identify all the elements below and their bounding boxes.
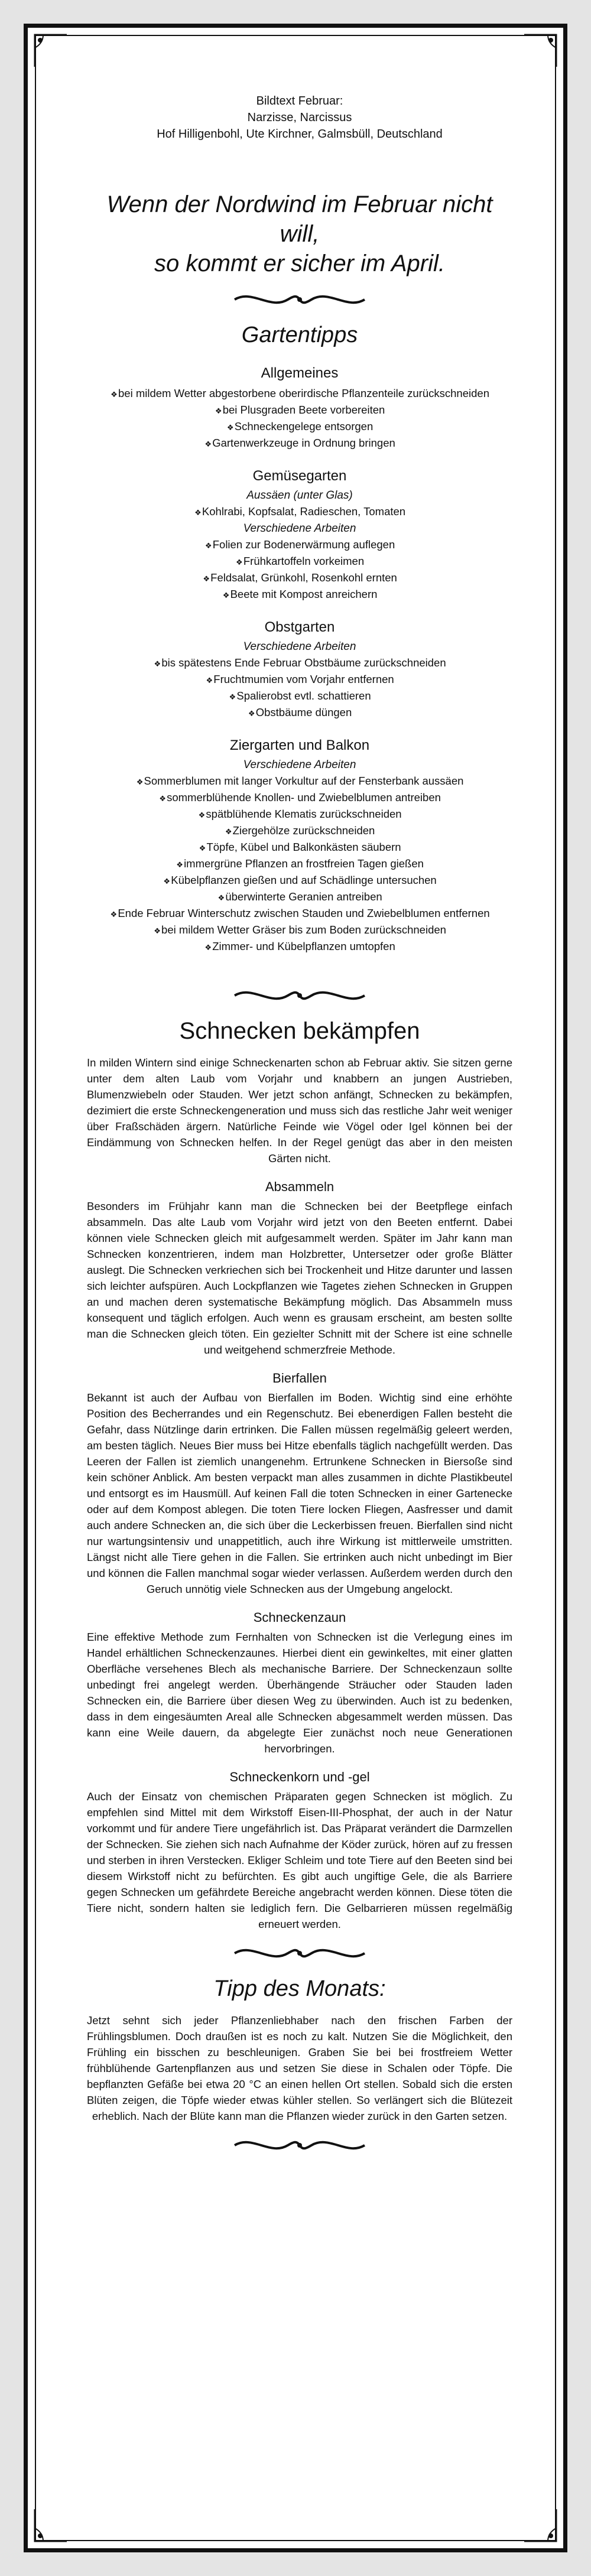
diamond-bullet-icon: ❖ — [198, 811, 206, 819]
diamond-bullet-icon: ❖ — [222, 591, 230, 600]
list-item — [87, 655, 512, 672]
tip-list — [87, 504, 512, 521]
group-heading: Obstgarten — [264, 619, 335, 635]
list-item — [87, 402, 512, 419]
proverb-quote — [87, 190, 512, 278]
tip-text: bei mildem Wetter abgestorbene oberirdische Pflanzenteile zurückschneiden — [118, 387, 489, 399]
swash-divider-icon — [229, 2135, 371, 2156]
tipp-text: Jetzt sehnt sich jeder Pflanzenliebhaber nach den frischen Farben der Frühlingsblumen. Doch draußen ist es noch zu kalt. Nutzen Sie die Möglichkeit, den Frühling ein bisschen zu beschleunigen. Graben Sie bei bei frostfreiem Wetter frühblühende Gartenpflanzen aus und setzen Sie diese in Schalen oder Töpfe. Die bepflanzten Gefäße bei etwa 20 °C an einen hellen Ort stellen. Sobald sich die ersten Blüten zeigen, die Töpfe wieder etwas kühler stellen. So verlängert sich die Blütezeit erheblich. Nach der Blüte kann man die Pflanzen wieder zurück in den Garten setzen. — [87, 2014, 512, 2122]
list-item — [87, 688, 512, 705]
caption-line: Bildtext Februar: — [256, 95, 343, 108]
list-item — [87, 889, 512, 906]
tip-text: Fruchtmumien vom Vorjahr entfernen — [213, 673, 394, 685]
tip-list — [87, 537, 512, 603]
corner-ornament-icon — [30, 2505, 72, 2546]
caption-line: Narzisse, Narcissus — [247, 111, 352, 124]
corner-ornament-icon — [30, 30, 72, 71]
tip-text: Gartenwerkzeuge in Ordnung bringen — [212, 437, 395, 449]
tip-text: überwinterte Geranien antreiben — [225, 890, 382, 903]
list-item — [87, 672, 512, 688]
diamond-bullet-icon: ❖ — [226, 423, 234, 432]
group-subheading: Verschiedene Arbeiten — [243, 759, 356, 771]
diamond-bullet-icon: ❖ — [215, 406, 222, 415]
image-caption — [87, 93, 512, 142]
section-heading: Bierfallen — [272, 1371, 327, 1385]
page-frame — [24, 24, 567, 2552]
tip-text: sommerblühende Knollen- und Zwiebelblumen antreiben — [167, 791, 441, 804]
diamond-bullet-icon: ❖ — [154, 926, 161, 935]
diamond-bullet-icon: ❖ — [236, 558, 243, 567]
list-item — [87, 840, 512, 856]
tip-text: Kübelpflanzen gießen und auf Schädlinge untersuchen — [171, 874, 437, 886]
quote-line: so kommt er sicher im April. — [154, 251, 445, 277]
diamond-bullet-icon: ❖ — [163, 877, 171, 886]
diamond-bullet-icon: ❖ — [206, 676, 213, 685]
tip-list — [87, 655, 512, 721]
swash-divider-icon — [229, 985, 371, 1006]
diamond-bullet-icon: ❖ — [154, 659, 161, 668]
page-content — [87, 81, 512, 2167]
schnecken-title: Schnecken bekämpfen — [179, 1018, 420, 1044]
diamond-bullet-icon: ❖ — [204, 943, 212, 952]
list-item — [87, 906, 512, 922]
diamond-bullet-icon: ❖ — [204, 541, 212, 550]
diamond-bullet-icon: ❖ — [136, 778, 144, 786]
quote-line: Wenn der Nordwind im Februar nicht will, — [106, 191, 493, 247]
gartentipps-groups — [87, 365, 512, 955]
diamond-bullet-icon: ❖ — [248, 709, 255, 718]
tip-list — [87, 386, 512, 452]
list-item — [87, 773, 512, 790]
tip-text: Spalierobst evtl. schattieren — [236, 689, 371, 702]
tip-text: Schneckengelege entsorgen — [234, 420, 374, 432]
tip-text: Sommerblumen mit langer Vorkultur auf der Fensterbank aussäen — [144, 775, 464, 787]
swash-divider-icon — [229, 1943, 371, 1964]
group-heading: Allgemeines — [261, 365, 339, 381]
caption-line: Hof Hilligenbohl, Ute Kirchner, Galmsbüll, Deutschland — [157, 128, 443, 141]
schnecken-intro: In milden Wintern sind einige Schneckenarten schon ab Februar aktiv. Sie sitzen gerne unter dem alten Laub vom Vorjahr und knabbern an jungen Austrieben, Blumenzwiebeln oder Stauden. Wer jetzt schon anfängt, Schnecken zu bekämpfen, dezimiert die erste Schneckengeneration und muss sich das restliche Jahr weit weniger über Fraßschäden ärgern. Natürliche Feinde wie Vögel oder Igel können bei der Eindämmung von Schnecken helfen. In der Regel genügt das aber in den meisten Gärten nicht. — [87, 1056, 512, 1165]
diamond-bullet-icon: ❖ — [111, 390, 118, 399]
list-item — [87, 823, 512, 840]
list-item — [87, 419, 512, 435]
diamond-bullet-icon: ❖ — [110, 910, 118, 919]
diamond-bullet-icon: ❖ — [159, 794, 166, 803]
diamond-bullet-icon: ❖ — [229, 692, 236, 701]
tip-text: Kohlrabi, Kopfsalat, Radieschen, Tomaten — [202, 505, 406, 518]
tipp-title: Tipp des Monats: — [213, 1976, 386, 2001]
section-text: Eine effektive Methode zum Fernhalten von Schnecken ist die Verlegung eines im Handel erhältlichen Schneckenzaunes. Hierbei dient ein gewinkeltes, mit einer glatten Oberfläche versehenes Blech als mechanische Barriere. Der Schneckenzaun sollte unbedingt frei angelegt werden. Überhängende Sträucher oder Stauden laden Schnecken ein, die Barriere über diesen Weg zu überwinden. Auch ist zu bedenken, dass in dem eingesäumten Areal alle Schnecken abgesammelt werden müssen. Das kann eine Weile dauern, da abgelegte Eier zunächst noch neue Generationen hervorbringen. — [87, 1631, 512, 1755]
tip-text: bei mildem Wetter Gräser bis zum Boden zurückschneiden — [161, 923, 446, 936]
swash-divider-icon — [229, 289, 371, 310]
tip-text: Folien zur Bodenerwärmung auflegen — [212, 538, 395, 551]
group-subheading: Verschiedene Arbeiten — [243, 640, 356, 653]
group-subheading: Aussäen (unter Glas) — [246, 489, 353, 502]
list-item — [87, 554, 512, 570]
diamond-bullet-icon: ❖ — [176, 860, 183, 869]
group-subheading: Verschiedene Arbeiten — [243, 522, 356, 535]
section-text: Bekannt ist auch der Aufbau von Bierfallen im Boden. Wichtig sind eine erhöhte Position des Becherrandes und ein Regenschutz. Bei ebenerdigen Fallen besteht die Gefahr, dass Nützlinge darin ertrinken. Die Fallen müssen regelmäßig geleert werden, am besten täglich. Neues Bier muss bei Hitze ebenfalls täglich nachgefüllt werden. Das Leeren der Fallen ist ziemlich unangenehm. Ertrunkene Schnecken in Biersoße sind kein schöner Anblick. Am besten verpackt man alles zusammen in dichte Plastikbeutel und entsorgt es im Hausmüll. Auf keinen Fall die toten Schnecken in einer Gartenecke oder auf dem Kompost ablegen. Die toten Tiere locken Fliegen, Aasfresser und damit auch andere Schnecken an, die sich über die Leckerbissen freuen. Bierfallen sind nicht nur wartungsintensiv und unappetitlich, auch ihre Wirkung ist mittlerweile umstritten. Längst nicht alle Tiere gehen in die Fallen. Sie ertrinken auch nicht unbedingt im Bier und können die Fallen manchmal sogar wieder verlassen. Außerdem werden durch den Geruch unnötig viele Schnecken aus der Umgebung angelockt. — [87, 1391, 512, 1595]
tip-text: Zimmer- und Kübelpflanzen umtopfen — [212, 940, 395, 952]
list-item — [87, 705, 512, 721]
corner-ornament-icon — [519, 2505, 561, 2546]
gartentipps-title: Gartentipps — [241, 323, 358, 347]
diamond-bullet-icon: ❖ — [203, 574, 210, 583]
list-item — [87, 504, 512, 521]
diamond-bullet-icon: ❖ — [225, 827, 232, 836]
list-item — [87, 922, 512, 939]
section-heading: Schneckenzaun — [253, 1610, 346, 1625]
diamond-bullet-icon: ❖ — [194, 508, 202, 517]
list-item — [87, 939, 512, 955]
schnecken-sections — [87, 1178, 512, 1932]
section-text: Besonders im Frühjahr kann man die Schnecken bei der Beetpflege einfach absammeln. Das alte Laub vom Vorjahr wird jetzt von den Beeten entfernt. Dabei können viele Schnecken gleich mit aufgesammelt werden. Später im Jahr kann man Schnecken konzentrieren, indem man Holzbretter, Untersetzer oder große Blätter auslegt. Die Schnecken verkriechen sich bei Trockenheit und Hitze darunter und lassen sich leichter aufspüren. Auch Lockpflanzen wie Tagetes ziehen Schnecken in Gruppen an und machen deren systematische Bekämpfung möglich. Das Absammeln muss konsequent und täglich erfolgen. Auch wenn es grausam erscheint, am besten sollte man die Schnecken gleich töten. Ein gezielter Schnitt mit der Schere ist eine schnelle und weitgehend schmerzfreie Methode. — [87, 1200, 512, 1356]
section-text: Auch der Einsatz von chemischen Präparaten gegen Schnecken ist möglich. Zu empfehlen sind Mittel mit dem Wirkstoff Eisen-III-Phosphat, der auch in der Natur vorkommt und für andere Tiere ungefährlich ist. Das Präparat verändert die Darmzellen der Schnecken. Sie ziehen sich nach Aufnahme der Köder zurück, hören auf zu fressen und sterben in ihren Verstecken. Ekliger Schleim und tote Tiere auf den Beeten sind bei diesem Wirkstoff nicht zu befürchten. Es gibt auch ungiftige Gele, die als Barriere gegen Schnecken um gefährdete Bereiche angebracht werden können. Diese töten die Tiere nicht, sondern halten sie lediglich fern. Die Gelbarrieren müssen regelmäßig erneuert werden. — [87, 1790, 512, 1930]
list-item — [87, 806, 512, 823]
list-item — [87, 570, 512, 587]
group-heading: Ziergarten und Balkon — [229, 737, 370, 753]
tip-text: immergrüne Pflanzen an frostfreien Tagen gießen — [184, 857, 424, 870]
list-item — [87, 386, 512, 402]
tip-text: bei Plusgraden Beete vorbereiten — [222, 404, 385, 416]
diamond-bullet-icon: ❖ — [204, 440, 212, 448]
list-item — [87, 873, 512, 889]
section-heading: Absammeln — [265, 1179, 335, 1194]
list-item — [87, 790, 512, 806]
tip-text: Ziergehölze zurückschneiden — [232, 824, 375, 837]
tip-text: Ende Februar Winterschutz zwischen Stauden und Zwiebelblumen entfernen — [118, 907, 490, 919]
tip-text: bis spätestens Ende Februar Obstbäume zurückschneiden — [161, 656, 446, 669]
section-heading: Schneckenkorn und -gel — [229, 1770, 370, 1784]
group-heading: Gemüsegarten — [252, 468, 347, 484]
list-item — [87, 587, 512, 603]
corner-ornament-icon — [519, 30, 561, 71]
list-item — [87, 856, 512, 873]
tip-text: Töpfe, Kübel und Balkonkästen säubern — [206, 841, 401, 853]
tip-text: Beete mit Kompost anreichern — [230, 588, 378, 600]
tip-text: Obstbäume düngen — [255, 706, 352, 718]
diamond-bullet-icon: ❖ — [217, 893, 225, 902]
tip-text: Frühkartoffeln vorkeimen — [243, 555, 365, 567]
tip-text: spätblühende Klematis zurückschneiden — [206, 808, 402, 820]
tip-text: Feldsalat, Grünkohl, Rosenkohl ernten — [210, 571, 397, 584]
list-item — [87, 435, 512, 452]
diamond-bullet-icon: ❖ — [199, 844, 206, 853]
list-item — [87, 537, 512, 554]
tip-list — [87, 773, 512, 955]
